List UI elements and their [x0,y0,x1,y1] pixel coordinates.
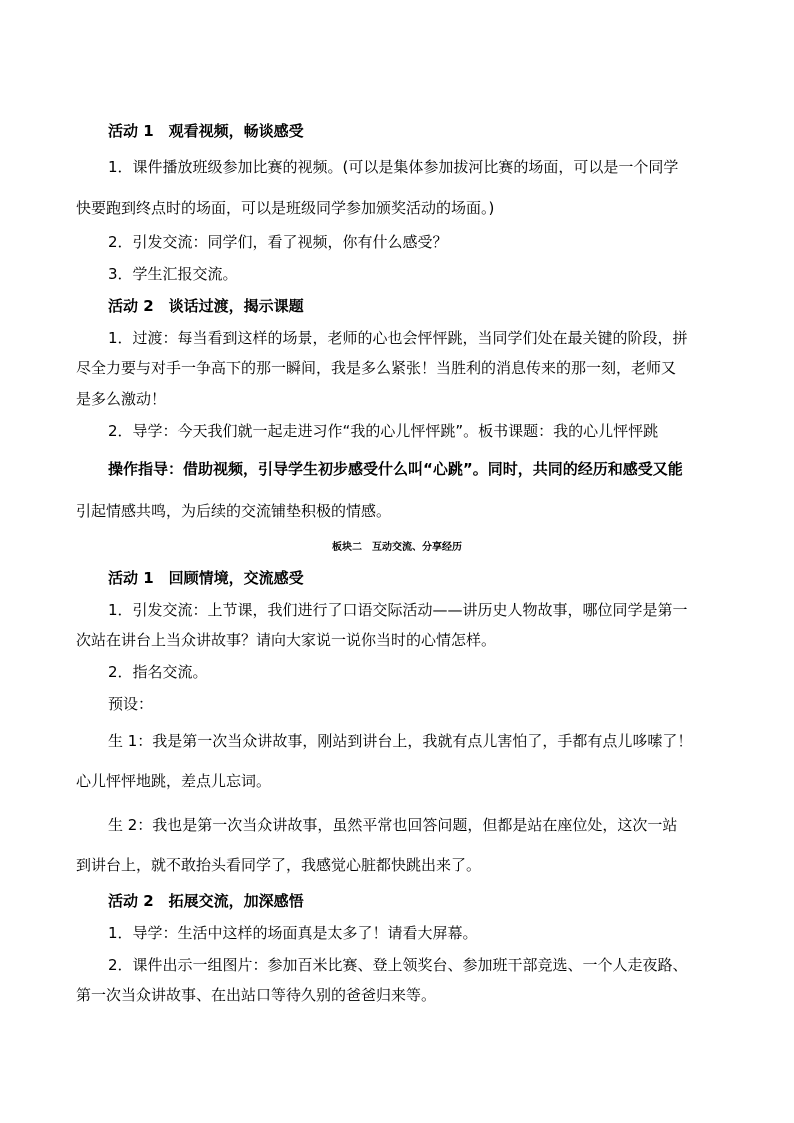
paragraph-line: 第一次当众讲故事、在出站口等待久别的爸爸归来等。 [76,986,437,1004]
paragraph-line: 1．课件播放班级参加比赛的视频。(可以是集体参加拔河比赛的场面，可以是一个同学 [108,158,679,176]
paragraph-line: 2．指名交流。 [108,663,208,681]
paragraph-line: 预设： [108,695,154,713]
paragraph-line: 引起情感共鸣，为后续的交流铺垫积极的情感。 [76,502,392,520]
paragraph-line: 3．学生汇报交流。 [108,265,238,283]
paragraph-line: 尽全力要与对手一争高下的那一瞬间，我是多么紧张！当胜利的消息传来的那一刻，老师又 [76,359,677,377]
paragraph-line: 2．课件出示一组图片：参加百米比赛、登上领奖台、参加班干部竞选、一个人走夜路、 [108,956,688,974]
section-heading: 板块二 互动交流、分享经历 [332,542,462,553]
student-response: 生 2：我也是第一次当众讲故事，虽然平常也回答问题，但都是站在座位处，这次一站 [108,816,678,834]
paragraph-line: 1．导学：生活中这样的场面真是太多了！请看大屏幕。 [108,924,478,942]
paragraph-line: 1．引发交流：上节课，我们进行了口语交际活动——讲历史人物故事，哪位同学是第一 [108,601,688,619]
paragraph-line: 2．导学：今天我们就一起走进习作“我的心儿怦怦跳”。板书课题：我的心儿怦怦跳 [108,422,659,440]
student-response: 生 1：我是第一次当众讲故事，刚站到讲台上，我就有点儿害怕了，手都有点儿哆嗦了！ [108,732,693,750]
paragraph-line: 快要跑到终点时的场面，可以是班级同学参加颁奖活动的场面。) [76,199,495,217]
activity-heading: 活动 2 谈话过渡，揭示课题 [108,297,304,315]
paragraph-line: 1．过渡：每当看到这样的场景，老师的心也会怦怦跳，当同学们处在最关键的阶段，拼 [108,329,688,347]
activity-heading: 活动 1 观看视频，畅谈感受 [108,122,304,140]
activity-heading: 活动 1 回顾情境，交流感受 [108,569,304,587]
paragraph-line: 心儿怦怦地跳，差点儿忘词。 [76,772,272,790]
paragraph-line: 2．引发交流：同学们，看了视频，你有什么感受？ [108,233,448,251]
paragraph-line: 是多么激动！ [76,390,167,408]
activity-heading: 活动 2 拓展交流，加深感悟 [108,892,304,910]
paragraph-line: 次站在讲台上当众讲故事？请向大家说一说你当时的心情怎样。 [76,631,497,649]
paragraph-line: 到讲台上，就不敢抬头看同学了，我感觉心脏都快跳出来了。 [76,856,482,874]
guidance-line: 操作指导：借助视频，引导学生初步感受什么叫“心跳”。同时，共同的经历和感受又能 [108,460,683,478]
